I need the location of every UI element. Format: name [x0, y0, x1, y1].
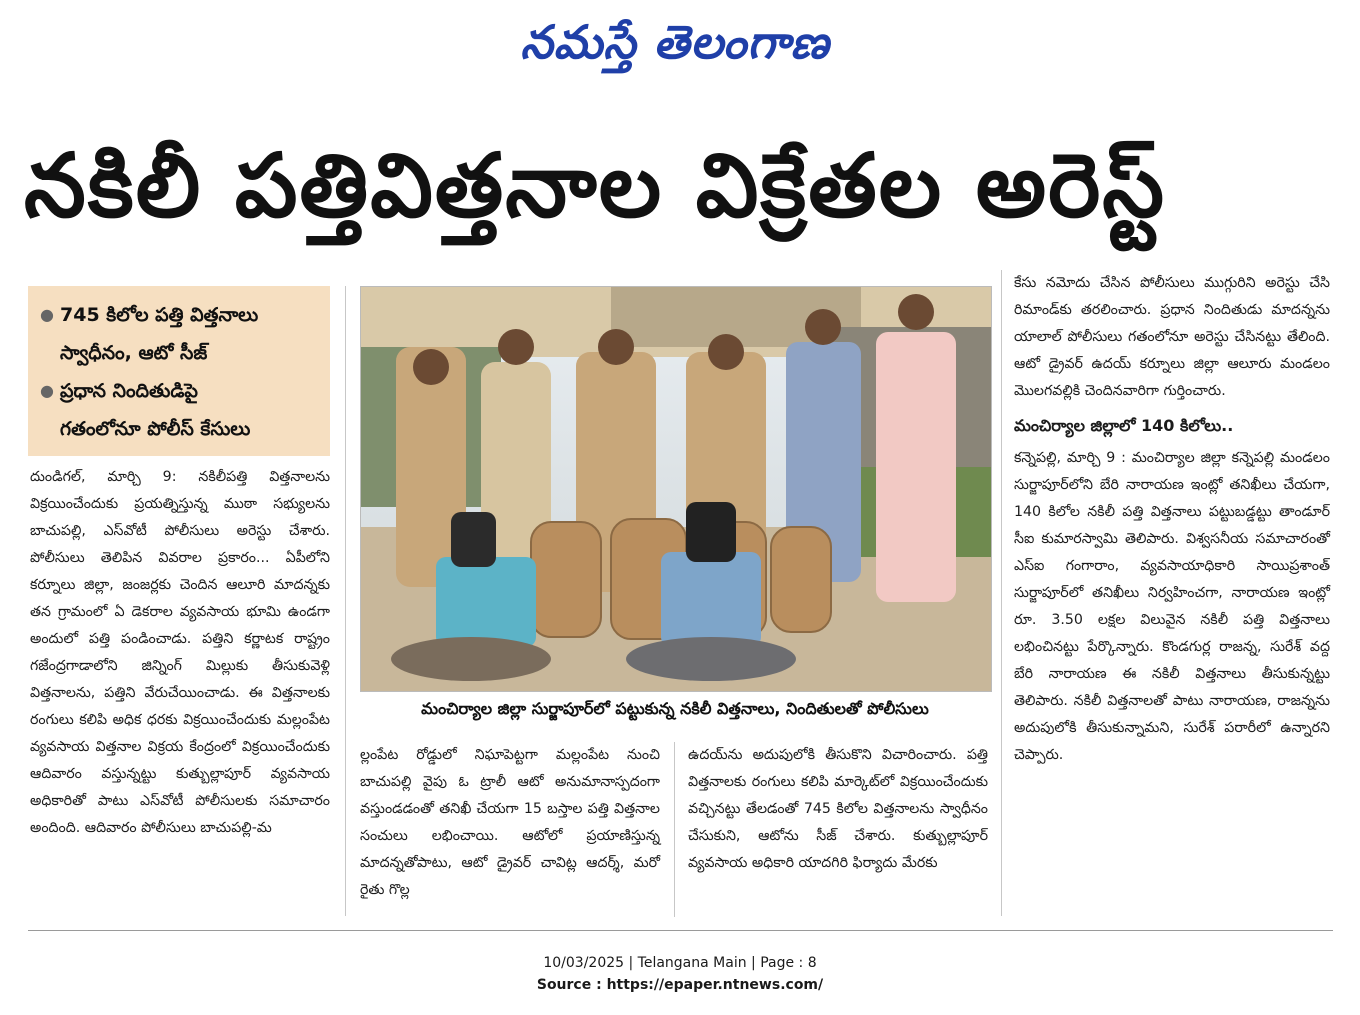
masthead-logo: నమస్తే తెలంగాణ: [520, 15, 830, 69]
article-column-mid1: [360, 742, 660, 917]
highlight-line: స్వాధీనం, ఆటో సీజ్: [60, 342, 208, 364]
article-column-right: [1014, 270, 1330, 915]
footer-edition-info: 10/03/2025 | Telangana Main | Page : 8: [543, 955, 817, 971]
photo-caption: మంచిర్యాల జిల్లా సుర్జాపూర్‌లో పట్టుకున్న నకిలీ విత్తనాలు, నిందితులతో పోలీసులు: [421, 699, 929, 718]
highlight-item: [40, 296, 318, 372]
column-divider: [345, 286, 346, 916]
highlight-line: 745 కిలోల పత్తి విత్తనాలు: [60, 304, 259, 326]
article-paragraph: కేసు నమోదు చేసిన పోలీసులు ముగ్గురిని అరెస్టు చేసి రిమాండ్‌కు తరలించారు. ప్రధాన నిందితుడు మాదన్నను యాలాల్ పోలీసులు గతంలోనూ అరెస్టు చేసినట్టు తేలింది. ఆటో డ్రైవర్ ఉదయ్ కర్నూలు జిల్లా ఆలూరు మండలం మొలగవల్లికి చెందినవారిగా గుర్తించారు.: [1014, 275, 1330, 399]
subheading: మంచిర్యాల జిల్లాలో 140 కిలోలు..: [1014, 416, 1234, 435]
highlight-line: ప్రధాన నిందితుడిపై: [60, 380, 198, 402]
footer-source-link[interactable]: Source : https://epaper.ntnews.com/: [536, 977, 824, 993]
news-photo: [360, 286, 992, 692]
article-paragraph: దుండిగల్, మార్చి 9: నకిలీపత్తి విత్తనాలను విక్రయించేందుకు ప్రయత్నిస్తున్న ముఠా సభ్యులను బాచుపల్లి, ఎస్‌వోటీ పోలీసులు అరెస్టు చేశారు. పోలీసులు తెలిపిన వివరాల ప్రకారం... ఏపీలోని కర్నూలు జిల్లా, జంజర్లకు చెందిన ఆలూరి మాదన్నకు తన గ్రామంలో ఏ డెకరాల వ్యవసాయ భూమి ఉండగా అందులో పత్తి పండించాడు. పత్తిని కర్ణాటక రాష్ట్రం గజేంద్రగాడాలోని జిన్నింగ్ మిల్లుకు తీసుకువెళ్లి విత్తనాలను, పత్తిని వేరుచేయించాడు. ఈ విత్తనాలకు రంగులు కలిపి అధిక ధరకు విక్రయించేందుకు మల్లంపేట వ్యవసాయ విత్తనాల విక్రయ కేంద్రంలో విక్రయించేందుకు ఆదివారం వస్తున్నట్టు కుత్బుల్లాపూర్ వ్యవసాయ అధికారితో పాటు ఎస్‌వోటీ పోలీసులకు సమాచారం అందింది. ఆదివారం పోలీసులు బాచుపల్లి-మ: [30, 469, 330, 836]
article-paragraph: ఉదయ్‌ను అదుపులోకి తీసుకొని విచారించారు. పత్తి విత్తనాలకు రంగులు కలిపి మార్కెట్‌లో విక్రయించేందుకు వచ్చినట్టు తేలడంతో 745 కిలోల విత్తనాలను స్వాధీనం చేసుకుని, ఆటోను సీజ్ చేశారు. కుత్బుల్లాపూర్ వ్యవసాయ అధికారి యాదగిరి ఫిర్యాదు మేరకు: [688, 747, 988, 871]
article-column-left: [30, 464, 330, 914]
highlight-line: గతంలోనూ పోలీస్ కేసులు: [60, 418, 251, 440]
police-with-seed-bags-photo: [361, 287, 991, 691]
article-paragraph: ల్లంపేట రోడ్డులో నిఘాపెట్టగా మల్లంపేట నుంచి బాచుపల్లి వైపు ఓ ట్రాలీ ఆటో అనుమానాస్పదంగా వస్తుండడంతో తనిఖీ చేయగా 15 బస్తాల పత్తి విత్తనాల సంచులు లభించాయి. ఆటోలో ప్రయాణిస్తున్న మాదన్నతోపాటు, ఆటో డ్రైవర్ చావిట్ల ఆదర్శ్, మరో రైతు గొల్ల: [360, 747, 660, 898]
headline: నకిలీ పత్తివిత్తనాల విక్రేతల అరెస్ట్: [24, 134, 1167, 237]
article-paragraph: కన్నెపల్లి, మార్చి 9 : మంచిర్యాల జిల్లా కన్నెపల్లి మండలం సుర్జాపూర్‌లోని బేరి నారాయణ ఇంట్లో తనిఖీలు చేయగా, 140 కిలోల నకిలీ పత్తి విత్తనాలు పట్టుబడ్డట్టు తాండూర్ సీఐ కుమారస్వామి తెలిపారు. విశ్వసనీయ సమాచారంతో ఎస్ఐ గంగారాం, వ్యవసాయాధికారి సాయిప్రశాంత్ సుర్జాపూర్‌లో తనిఖీలు నిర్వహించగా, నారాయణ ఇంట్లో రూ. 3.50 లక్షల విలువైన నకిలీ పత్తి విత్తనాలు లభించినట్టు పేర్కొన్నారు. కొండగుర్ల రాజన్న, సురేశ్ వద్ద బేరి నారాయణ ఈ నకిలీ విత్తనాలు తీసుకున్నట్టు తెలిపారు. నకిలీ విత్తనాలతో పాటు నారాయణ, రాజన్నను అదుపులోకి తీసుకున్నామని, సురేశ్ పరారీలో ఉన్నారని చెప్పారు.: [1014, 450, 1330, 763]
highlight-item: [40, 372, 318, 448]
bottom-rule: [28, 930, 1333, 931]
article-column-mid2: [688, 742, 988, 917]
bullet-icon: ●: [40, 381, 54, 400]
column-divider: [1001, 270, 1002, 916]
highlights-box: [28, 286, 330, 456]
column-divider: [674, 742, 675, 917]
bullet-icon: ●: [40, 305, 54, 324]
